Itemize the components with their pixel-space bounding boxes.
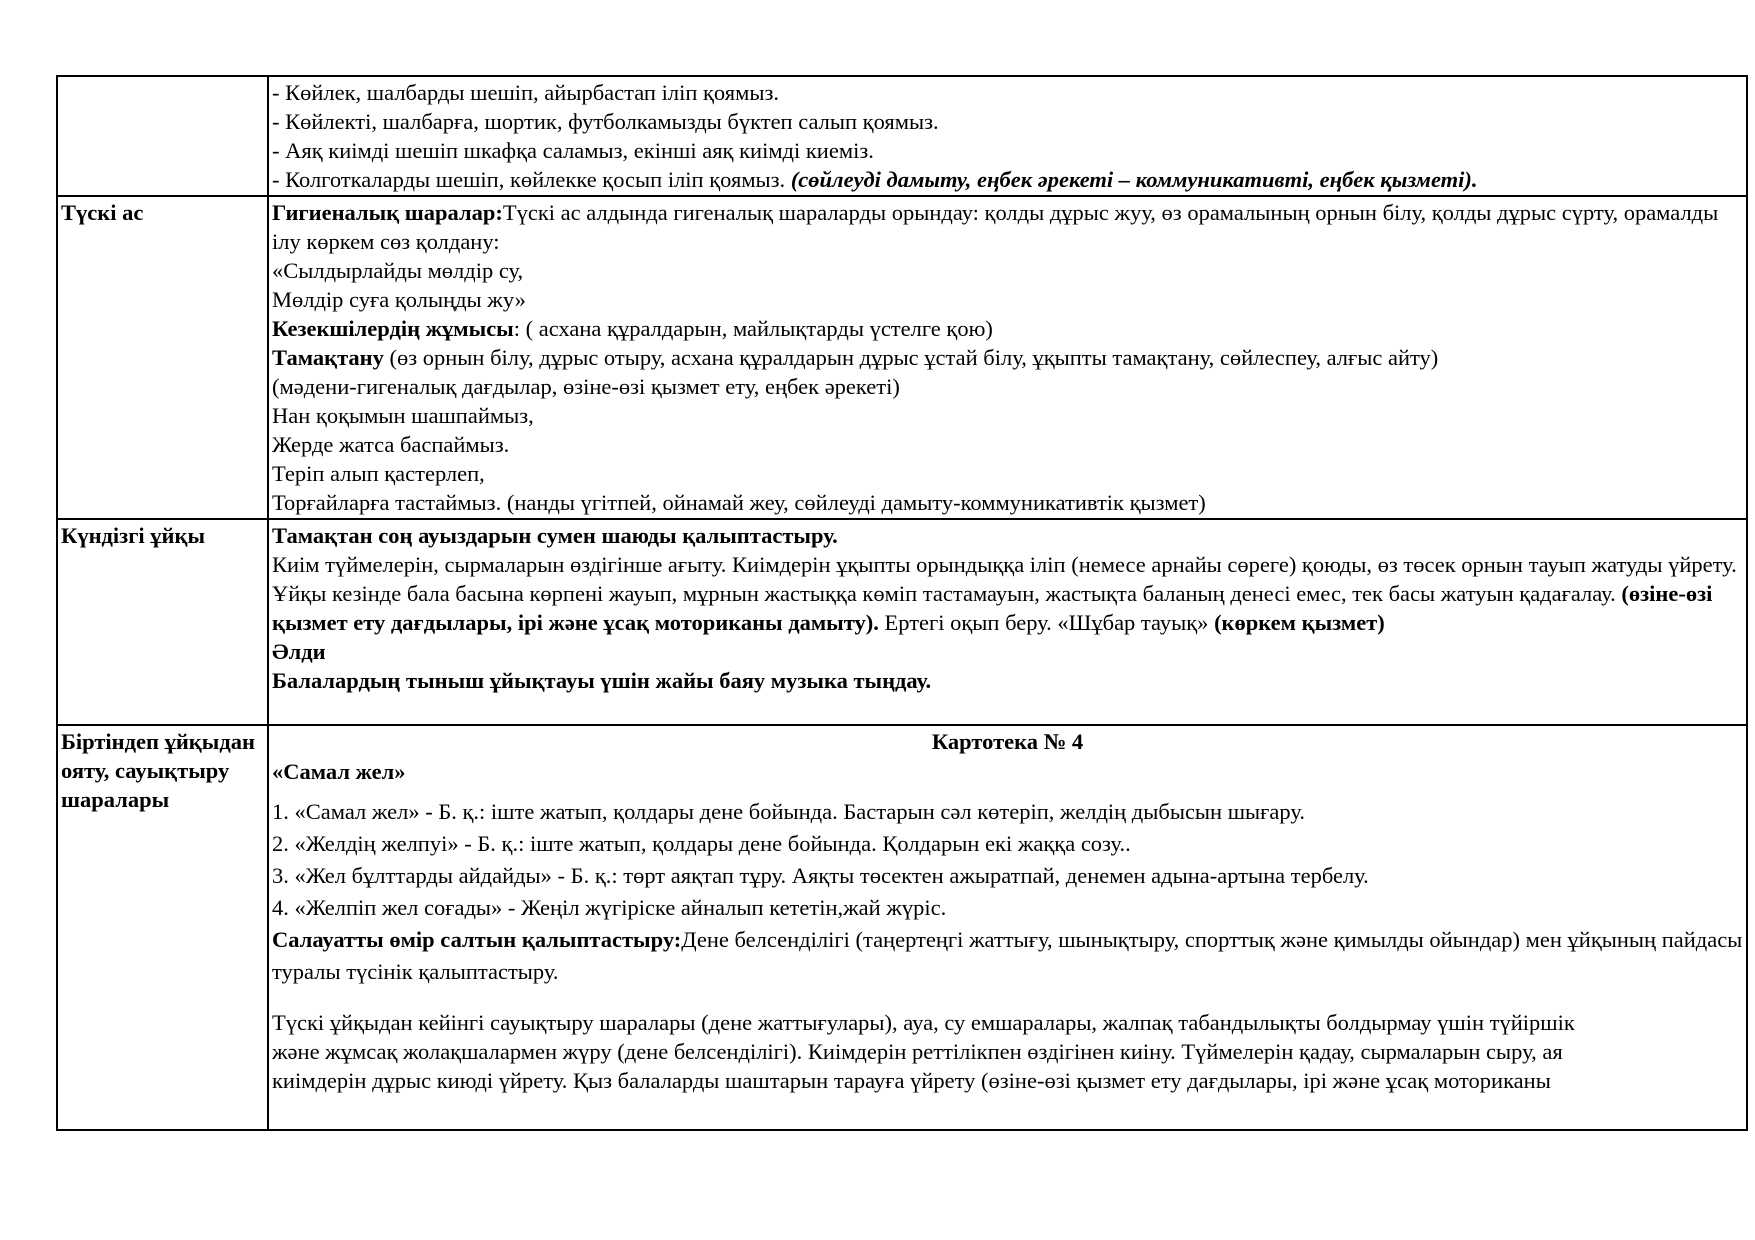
card-name: «Самал жел»: [272, 759, 406, 784]
text-line: - Көйлек, шалбарды шешіп, айырбастап іліп қоямыз.: [272, 80, 779, 105]
text-line: [272, 165, 1743, 194]
row-content: [268, 725, 1747, 1130]
row-content: [268, 76, 1747, 196]
row-label: [57, 76, 268, 196]
hygiene-paragraph: [272, 198, 1743, 256]
fairy-tale-text: Ертегі оқып беру. «Шұбар тауық»: [878, 610, 1215, 635]
exercise-item: 4. «Желпіп жел соғады» - Жеңіл жүгіріске айналып кететін,жай жүріс.: [272, 895, 947, 920]
table-row: [57, 725, 1747, 1130]
document-page: [56, 75, 1743, 1131]
row-content: [268, 196, 1747, 519]
sleep-paragraph: [272, 550, 1743, 637]
final-line: киімдерін дұрыс киюді үйрету. Қыз балаларды шаштарын тарауға үйрету (өзіне-өзі қызмет ету дағдылары, ірі және ұсақ моториканы: [272, 1068, 1551, 1093]
final-line: Түскі ұйқыдан кейінгі сауықтыру шаралары (дене жаттығулары), ауа, су емшаралары, жалпақ табандылықты болдырмау үшін түйіршік: [272, 1010, 1575, 1035]
exercise-item: 3. «Жел бұлттарды айдайды» - Б. қ.: төрт аяқтап тұру. Аяқты төсектен ажыратпай, денемен адына-артына тербелу.: [272, 863, 1369, 888]
table-row: [57, 76, 1747, 196]
hygiene-heading: Гигиеналық шаралар:: [272, 200, 503, 225]
rinse-line: Тамақтан соң ауыздарын сумен шаюды қалыптастыру.: [272, 523, 838, 548]
eating-text: (өз орнын білу, дұрыс отыру, асхана құралдарын дұрыс ұстай білу, ұқыпты тамақтану, сөйлеспеу, алғыс айту): [383, 345, 1439, 370]
row-label: Түскі ас: [57, 196, 268, 519]
healthy-heading: Салауатты өмір салтын қалыптастыру:: [272, 927, 682, 952]
table-row: [57, 519, 1747, 725]
sleep-text: Киім түймелерін, сырмаларын өздігінше ағыту. Киімдерін ұқыпты орындыққа іліп (немесе арнайы сөреге) қоюды, өз төсек орнын тауып жатуды үйрету. Ұйқы кезінде бала басына көрпені жауып, мұрнын жастыққа көміп тастамауын, жастықта баланың денесі емес, тек басы жатуын қадағалау.: [272, 552, 1737, 606]
fairy-tale-note: (көркем қызмет): [1214, 610, 1385, 635]
text-line: - Көйлекті, шалбарға, шортик, футболкамызды бүктеп салып қоямыз.: [272, 109, 939, 134]
eating-note: (мәдени-гигеналық дағдылар, өзіне-өзі қызмет ету, еңбек әрекеті): [272, 374, 900, 399]
duty-heading: Кезекшілердің жұмысы: [272, 316, 514, 341]
duty-text: : ( асхана құралдарын, майлықтарды үстелге қою): [513, 316, 993, 341]
poem-line: Торғайларға тастаймыз. (нанды үгітпей, ойнамай жеу, сөйлеуді дамыту-коммуникативтік қызмет): [272, 490, 1206, 515]
poem-line: «Сылдырлайды мөлдір су,: [272, 258, 524, 283]
eating-line: [272, 343, 1743, 372]
sleep-note: (өзіне-өзі қызмет ету дағдылары, ірі және ұсақ моториканы дамыту).: [272, 581, 1713, 635]
poem-line: Теріп алып қастерлеп,: [272, 461, 485, 486]
exercise-item: 2. «Желдің желпуі» - Б. қ.: іште жатып, қолдары дене бойында. Қолдарын екі жаққа созу..: [272, 831, 1131, 856]
row-label: Біртіндеп ұйқыдан ояту, сауықтыру шаралары: [57, 725, 268, 1130]
text-line: - Аяқ киімді шешіп шкафқа саламыз, екінші аяқ киімді киеміз.: [272, 138, 874, 163]
emphasis-note: (сөйлеуді дамыту, еңбек әрекеті – коммуникативті, еңбек қызметі).: [790, 167, 1478, 192]
final-line: және жұмсақ жолақшалармен жүру (дене белсенділігі). Киімдерін реттілікпен өздігінен киіну. Түймелерін қадау, сырмаларын сыру, ая: [272, 1039, 1563, 1064]
exercise-item: 1. «Самал жел» - Б. қ.: іште жатып, қолдары дене бойында. Бастарын сәл көтеріп, желдің дыбысын шығару.: [272, 799, 1305, 824]
healthy-text: Дене белсенділігі (таңертеңгі жаттығу, шынықтыру, спорттық және қимылды ойындар) мен ұйқының пайдасы туралы түсінік қалыптастыру.: [272, 927, 1743, 984]
poem-line: Жерде жатса баспаймыз.: [272, 432, 510, 457]
music-line: Балалардың тыныш ұйықтауы үшін жайы баяу музыка тыңдау.: [272, 668, 932, 693]
row-label: Күндізгі ұйқы: [57, 519, 268, 725]
text-span: - Колготкаларды шешіп, көйлекке қосып іліп қоямыз.: [272, 167, 791, 192]
lullaby-line: Әлди: [272, 639, 326, 664]
duty-line: [272, 314, 1743, 343]
poem-line: Нан қоқымын шашпаймыз,: [272, 403, 534, 428]
poem-line: Мөлдір суға қолыңды жу»: [272, 287, 526, 312]
hygiene-text: Түскі ас алдында гигеналық шараларды орындау: қолды дұрыс жуу, өз орамалының орнын білу, қолды дұрыс сүрту, орамалды ілу көркем сөз қолдану:: [272, 200, 1719, 254]
table-row: [57, 196, 1747, 519]
eating-heading: Тамақтану: [272, 345, 384, 370]
daily-plan-table: [56, 75, 1748, 1131]
card-title: Картотека № 4: [931, 729, 1084, 754]
row-content: [268, 519, 1747, 725]
healthy-paragraph: [272, 924, 1743, 988]
